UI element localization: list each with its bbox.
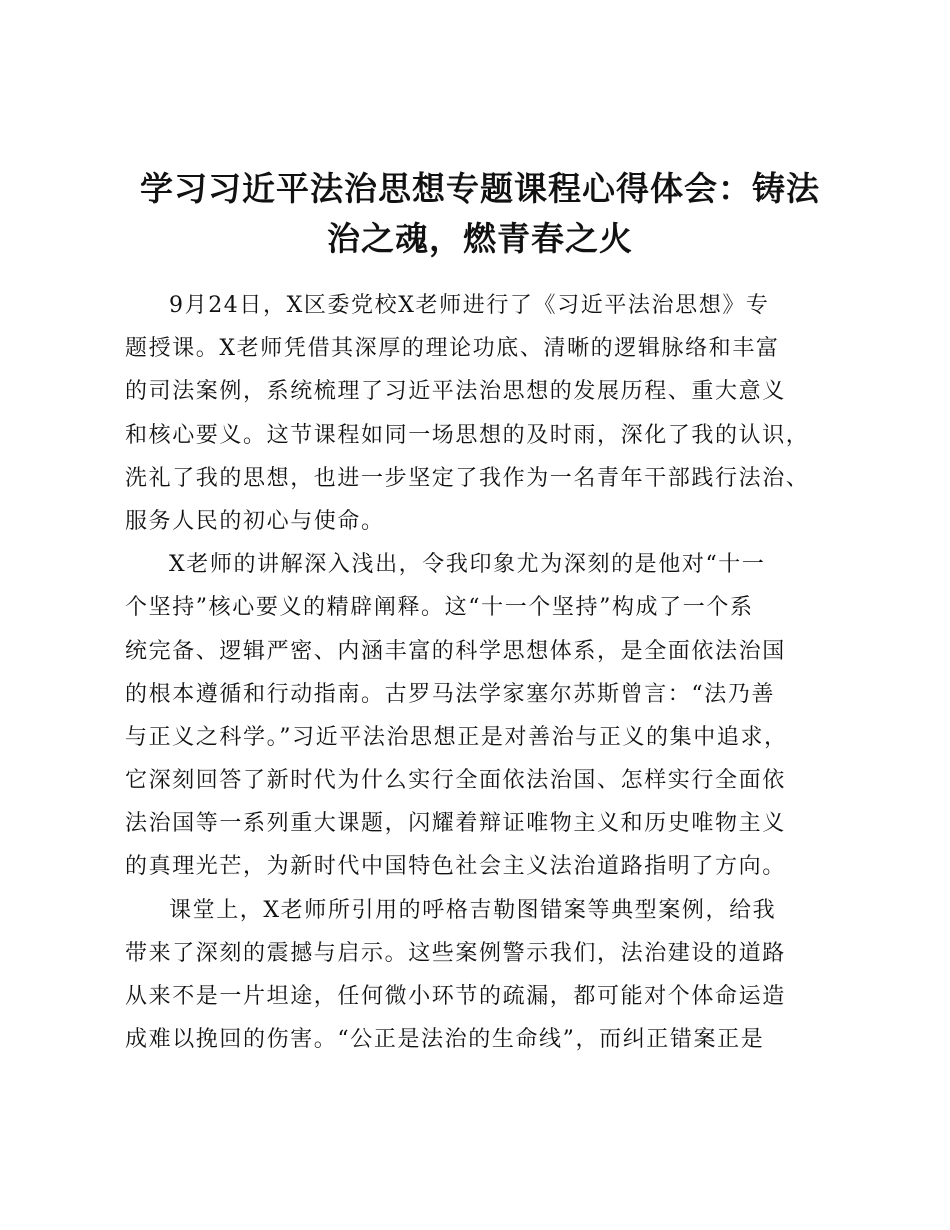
text-line: 成难以挽回的伤害。“公正是法治的生命线”，而纠正错案正是	[125, 1027, 765, 1053]
text-line: X老师的讲解深入浅出，令我印象尤为深刻的是他对“十一	[169, 552, 766, 578]
text-line: 法治国等一系列重大课题，闪耀着辩证唯物主义和历史唯物主义	[125, 811, 786, 837]
text-line: 的司法案例，系统梳理了习近平法治思想的发展历程、重大意义	[125, 379, 786, 405]
paragraph-3	[125, 889, 835, 1062]
title-line-2: 治之魂，燃青春之火	[327, 219, 633, 258]
text-line: 个坚持”核心要义的精辟阐释。这“十一个坚持”构成了一个系	[125, 595, 754, 621]
text-line: 9月24日，X区委党校X老师进行了《习近平法治思想》专	[169, 293, 770, 318]
text-line: 课堂上，X老师所引用的呼格吉勒图错案等典型案例，给我	[169, 897, 777, 923]
text-line: 的真理光芒，为新时代中国特色社会主义法治道路指明了方向。	[125, 854, 786, 880]
paragraph-1	[125, 284, 835, 543]
text-line: 的根本遵循和行动指南。古罗马法学家塞尔苏斯曾言：“法乃善	[125, 681, 776, 707]
text-line: 题授课。X老师凭借其深厚的理论功底、清晰的逻辑脉络和丰富	[125, 336, 780, 362]
text-line: 和核心要义。这节课程如同一场思想的及时雨，深化了我的认识，	[125, 422, 810, 448]
text-line: 它深刻回答了新时代为什么实行全面依法治国、怎样实行全面依	[125, 768, 786, 794]
text-line: 洗礼了我的思想，也进一步坚定了我作为一名青年干部践行法治、	[125, 465, 810, 491]
text-line: 服务人民的初心与使命。	[125, 508, 385, 534]
text-line: 统完备、逻辑严密、内涵丰富的科学思想体系，是全面依法治国	[125, 638, 786, 664]
document-body	[125, 284, 835, 1061]
text-line: 带来了深刻的震撼与启示。这些案例警示我们，法治建设的道路	[125, 940, 786, 966]
title-line-1: 学习习近平法治思想专题课程心得体会：铸法	[140, 169, 820, 208]
text-line: 从来不是一片坦途，任何微小环节的疏漏，都可能对个体命运造	[125, 984, 786, 1009]
text-line: 与正义之科学。”习近平法治思想正是对善治与正义的集中追求，	[125, 724, 788, 750]
paragraph-2	[125, 543, 835, 889]
document-title	[125, 164, 835, 264]
